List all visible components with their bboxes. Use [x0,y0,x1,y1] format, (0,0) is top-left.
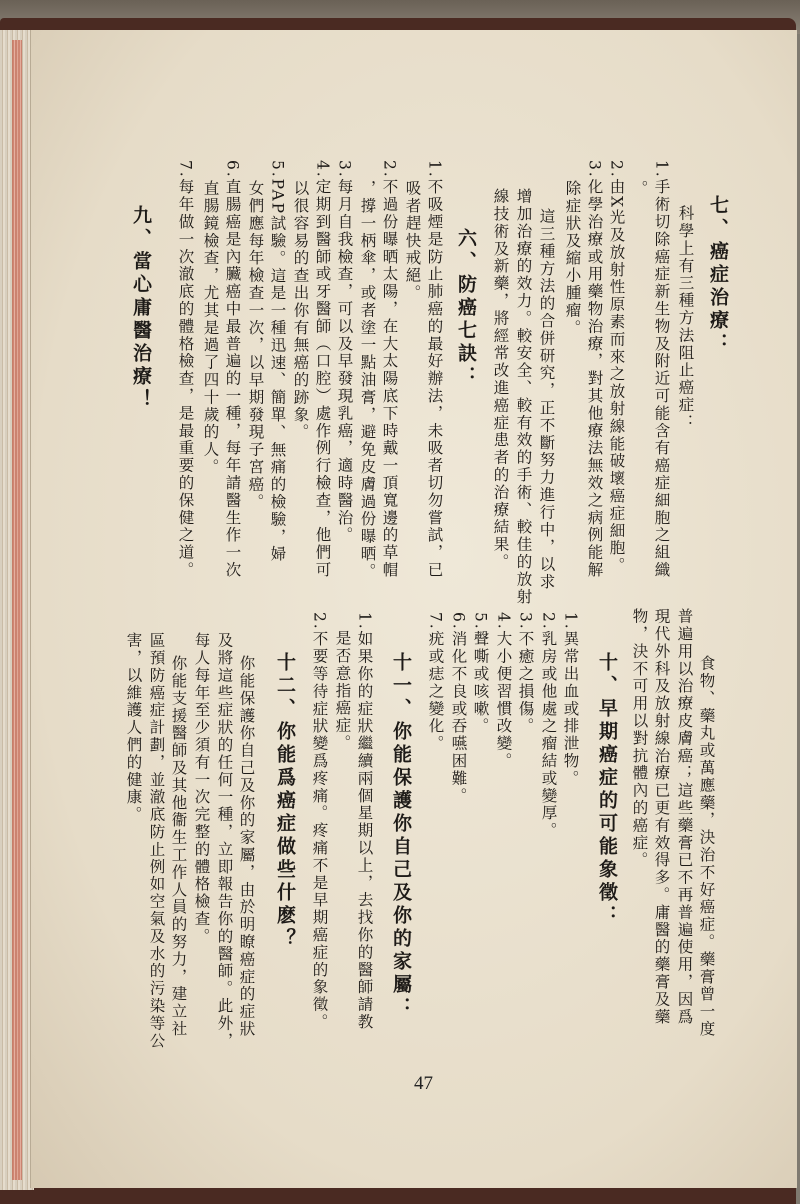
section-10-item-4: 4.大小便習慣改變。 [494,612,513,770]
section-6-item-1: 1.不吸煙是防止肺癌的最好辦法，未吸者切勿嘗試，已 [425,160,444,579]
section-12-title: 十二、你能爲癌症做些什麽？ [274,652,296,951]
section-10-item-5: 5.聲嘶或咳嗽。 [471,612,490,735]
section-12-paragraph-2: 及將這些症狀的任何一種，立即報告你的醫師。此外， [215,632,234,1050]
section-6-item-4: 4.定期到醫師或牙醫師（口腔）處作例行檢查，他們可 [313,160,332,579]
section-6-item-1-cont: 吸者趕快戒絕。 [403,180,422,302]
section-6-item-6: 6.直腸癌是內臟癌中最普遍的一種，每年請醫生作一次 [223,160,242,579]
red-page-edge [12,40,22,1180]
section-9-paragraph-1: 食物、藥丸或萬應藥，決治不好癌症。藥膏曾一度 [697,655,716,1038]
section-10-item-7: 7.疣或痣之變化。 [426,612,445,753]
section-6-item-5-cont: 女們應每年檢查一次，以早期發現子宮癌。 [246,180,265,511]
section-9-paragraph-3: 現代外科及放射線治療已更有效得多。庸醫的藥膏及藥 [652,608,671,1026]
section-7-item-3-cont: 除症狀及縮小腫瘤。 [563,180,582,337]
section-11-title: 十一、你能保護你自己及你的家屬： [390,652,412,1020]
section-12-paragraph-4: 你能支援醫師及其他衞生工作人員的努力，建立社 [169,655,188,1038]
section-7-item-1-cont: 。 [630,180,649,198]
section-11-item-1: 1.如果你的症狀繼續兩個星期以上，去找你的醫師請教 [355,612,374,1031]
section-7-intro: 科學上有三種方法阻止癌症： [676,205,695,432]
section-9-title: 九、當心庸醫治療！ [130,205,152,412]
section-9-paragraph-2: 普遍用以治療皮膚癌；這些藥膏已不再普遍使用，因爲 [675,608,694,1026]
section-7-paragraph-1: 這三種方法的合併研究，正不斷努力進行中，以求 [537,208,556,591]
book-page [30,30,797,1188]
section-7-title: 七、癌症治療： [707,195,729,356]
section-10-item-6: 6.消化不良或吞嚥困難。 [449,612,468,805]
section-12-paragraph-5: 區預防癌症計劃，並澈底防止例如空氣及水的污染等公 [147,632,166,1050]
section-7-item-2: 2.由X光及放射性原素而來之放射線能破壞癌症細胞。 [607,160,626,575]
section-12-paragraph-6: 害，以維護人們的健康。 [124,632,143,824]
section-6-item-4-cont: 以很容易的查出你有無癌的跡象。 [291,180,310,441]
section-6-item-7: 7.每年做一次澈底的體格檢查，是最重要的保健之道。 [176,160,195,579]
section-10-item-1: 1.異常出血或排泄物。 [561,612,580,788]
section-6-item-5: 5.PAP試驗。這是一種迅速、簡單、無痛的檢驗，婦 [268,160,287,563]
section-7-paragraph-3: 線技術及新藥，將經常改進癌症患者的治療結果。 [491,188,510,571]
section-7-item-1: 1.手術切除癌症新生物及附近可能含有癌症細胞之組織 [652,160,671,579]
section-6-item-2: 2.不過份曝晒太陽，在大太陽底下時戴一頂寬邊的草帽 [380,160,399,579]
section-6-item-2-cont: ，撐一柄傘，或者塗一點油膏，避免皮膚過份曝晒。 [358,180,377,581]
page-number: 47 [414,1073,433,1094]
section-9-paragraph-4: 物，決不可用以對抗體內的癌症。 [630,608,649,869]
section-12-paragraph-3: 每人每年至少須有一次完整的體格檢查。 [192,632,211,946]
section-10-item-2: 2.乳房或他處之瘤結或變厚。 [539,612,558,840]
section-7-item-3: 3.化學治療或用藥物治療，對其他療法無效之病例能解 [585,160,604,579]
section-10-item-3: 3.不癒之損傷。 [516,612,535,735]
section-6-item-3: 3.每月自我檢查，可以及早發現乳癌，適時醫治。 [335,160,354,544]
section-6-title: 六、防癌七訣： [455,228,477,389]
section-11-item-2: 2.不要等待症狀變爲疼痛。疼痛不是早期癌症的象徵。 [310,612,329,1031]
section-7-paragraph-2: 增加治療的效力。較安全、較有效的手術、較佳的放射 [514,188,533,606]
section-11-item-1-cont: 是否意指癌症。 [333,630,352,752]
section-10-title: 十、早期癌症的可能象徵： [596,652,618,928]
section-6-item-6-cont: 直腸鏡檢查，尤其是過了四十歲的人。 [201,180,220,476]
section-12-paragraph-1: 你能保護你自己及你的家屬，由於明瞭癌症的症狀 [237,655,256,1038]
